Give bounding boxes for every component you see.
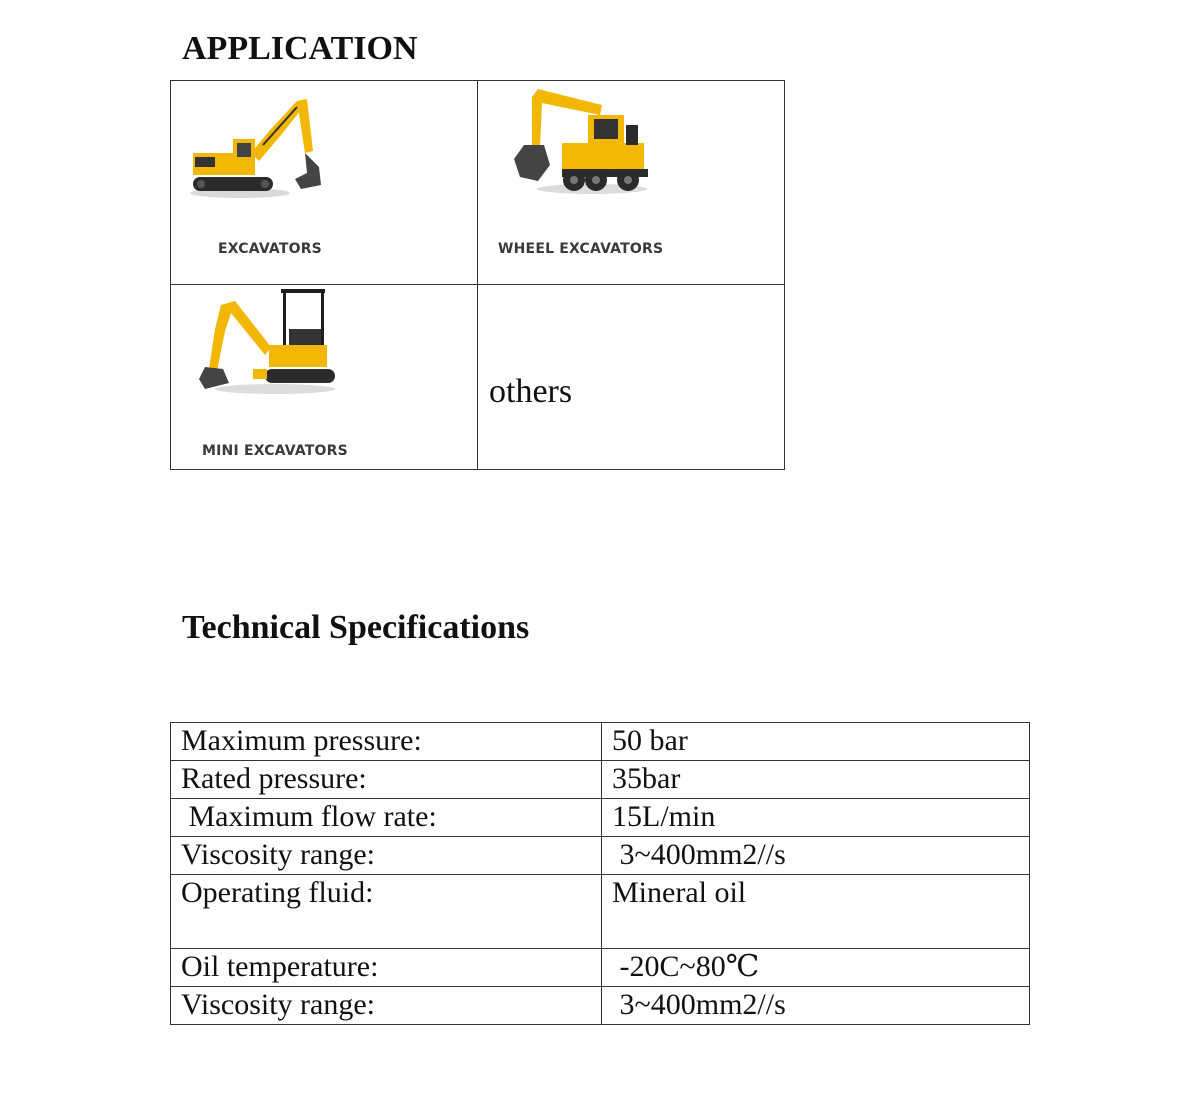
spec-value: 50 bar — [602, 723, 1030, 761]
application-cell-mini-excavators — [171, 285, 478, 469]
others-label: others — [489, 373, 573, 410]
spec-value: 3~400mm2//s — [602, 837, 1030, 875]
spec-label: Oil temperature: — [171, 949, 602, 987]
spec-label: Viscosity range: — [171, 987, 602, 1025]
table-row — [171, 949, 1030, 987]
wheel-excavator-icon — [502, 85, 652, 200]
technical-specifications-heading: Technical Specifications — [182, 609, 530, 646]
table-row — [171, 723, 1030, 761]
application-heading: APPLICATION — [182, 30, 418, 67]
spec-table — [170, 722, 1030, 1025]
spec-label: Maximum flow rate: — [171, 799, 602, 837]
excavators-caption: EXCAVATORS — [218, 241, 322, 257]
table-row — [171, 761, 1030, 799]
table-row — [171, 875, 1030, 949]
spec-value: 15L/min — [602, 799, 1030, 837]
table-row — [171, 799, 1030, 837]
application-cell-wheel-excavators — [478, 81, 784, 285]
mini-excavator-icon — [195, 285, 340, 400]
application-cell-excavators — [171, 81, 478, 285]
application-cell-others — [478, 285, 784, 469]
spec-label: Viscosity range: — [171, 837, 602, 875]
mini-excavators-caption: MINI EXCAVATORS — [202, 443, 348, 459]
table-row — [171, 987, 1030, 1025]
spec-value: -20C~80℃ — [602, 949, 1030, 987]
spec-label: Operating fluid: — [171, 875, 602, 949]
application-grid — [170, 80, 785, 470]
table-row — [171, 837, 1030, 875]
spec-value: 35bar — [602, 761, 1030, 799]
spec-label: Rated pressure: — [171, 761, 602, 799]
wheel-excavators-caption: WHEEL EXCAVATORS — [498, 241, 664, 257]
spec-value: 3~400mm2//s — [602, 987, 1030, 1025]
spec-value: Mineral oil — [602, 875, 1030, 949]
excavator-icon — [185, 89, 335, 209]
spec-label: Maximum pressure: — [171, 723, 602, 761]
